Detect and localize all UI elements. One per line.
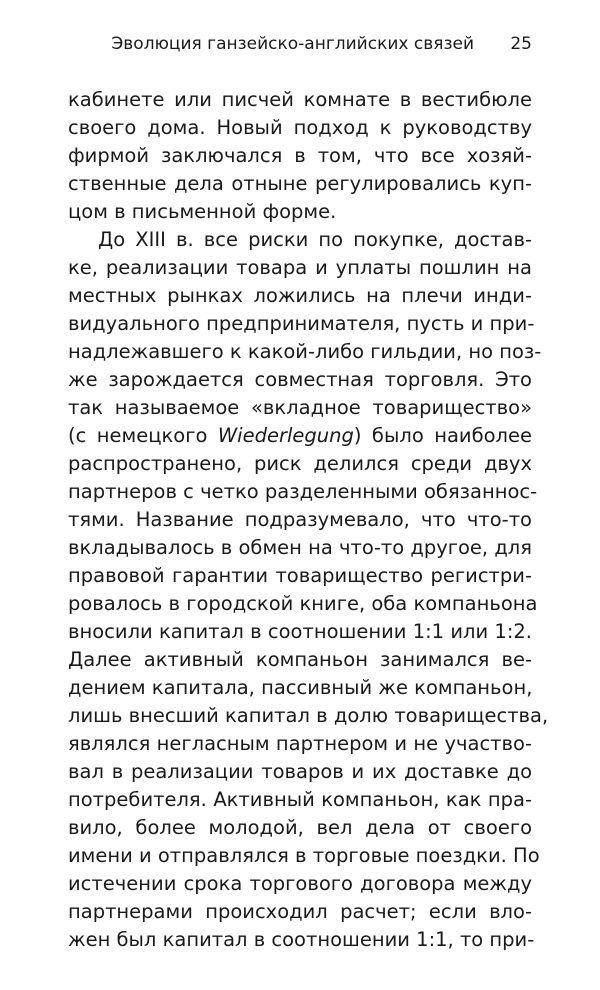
text-line: ке, реализации товара и уплаты пошлин на — [68, 256, 532, 279]
text-line: кабинете или писчей комнате в вестибюле — [68, 88, 532, 111]
text-line: ственные дела отныне регулировались куп- — [68, 172, 532, 195]
text-line: жен был капитал в соотношении 1:1, то при- — [68, 928, 535, 951]
text-line: До XIII в. все риски по покупке, достав- — [98, 228, 532, 251]
text-fragment: (с немецкого — [68, 424, 218, 447]
text-line: потребителя. Активный компаньон, как пра- — [68, 788, 532, 811]
running-title: Эволюция ганзейско-английских связей — [111, 34, 474, 54]
text-line: так называемое «вкладное товарищество» — [68, 396, 532, 419]
text-line: вносили капитал в соотношении 1:1 или 1:2. — [68, 620, 532, 643]
text-line: надлежавшего к какой-либо гильдии, но поз- — [68, 340, 542, 363]
running-head — [68, 30, 532, 58]
text-line: своего дома. Новый подход к руководству — [68, 116, 532, 139]
text-line: лишь внесший капитал в долю товарищества, — [68, 704, 549, 727]
text-line: партнеров с четко разделенными обязаннос- — [68, 480, 538, 503]
text-line: правовой гарантии товарищество регистри- — [68, 564, 532, 587]
text-fragment: ) было наиболее — [353, 424, 532, 447]
text-line: тями. Название подразумевало, что что-то — [68, 508, 532, 531]
text-line: Далее активный компаньон занимался ве- — [68, 648, 532, 671]
text-line: вило, более молодой, вел дела от своего — [68, 816, 532, 839]
text-line: являлся негласным партнером и не участво- — [68, 732, 532, 755]
text-line: цом в письменной форме. — [68, 200, 337, 223]
page-number: 25 — [510, 34, 532, 54]
text-line: фирмой заключался в том, что все хозяй- — [68, 144, 532, 167]
text-line: партнерами происходил расчет; если вло- — [68, 900, 532, 923]
text-line: видуального предпринимателя, пусть и при- — [68, 312, 535, 335]
paragraph-2 — [68, 226, 549, 954]
text-line: вал в реализации товаров и их доставке до — [68, 760, 532, 783]
text-line: вкладывалось в обмен на что-то другое, для — [68, 536, 532, 559]
italic-term: Wiederlegung — [217, 424, 354, 447]
text-line: истечении срока торгового договора между — [68, 872, 532, 895]
text-line: же зарождается совместная торговля. Это — [68, 368, 532, 391]
text-line: распространено, риск делился среди двух — [68, 452, 532, 475]
text-line: имени и отправлялся в торговые поездки. По — [68, 844, 540, 867]
paragraph-1 — [68, 86, 532, 226]
text-line: дением капитала, пассивный же компаньон, — [68, 676, 533, 699]
body-text — [68, 86, 549, 954]
text-line-with-italic — [68, 422, 532, 450]
text-line: местных рынках ложились на плечи инди- — [68, 284, 532, 307]
text-line: ровалось в городской книге, оба компаньона — [68, 592, 538, 615]
